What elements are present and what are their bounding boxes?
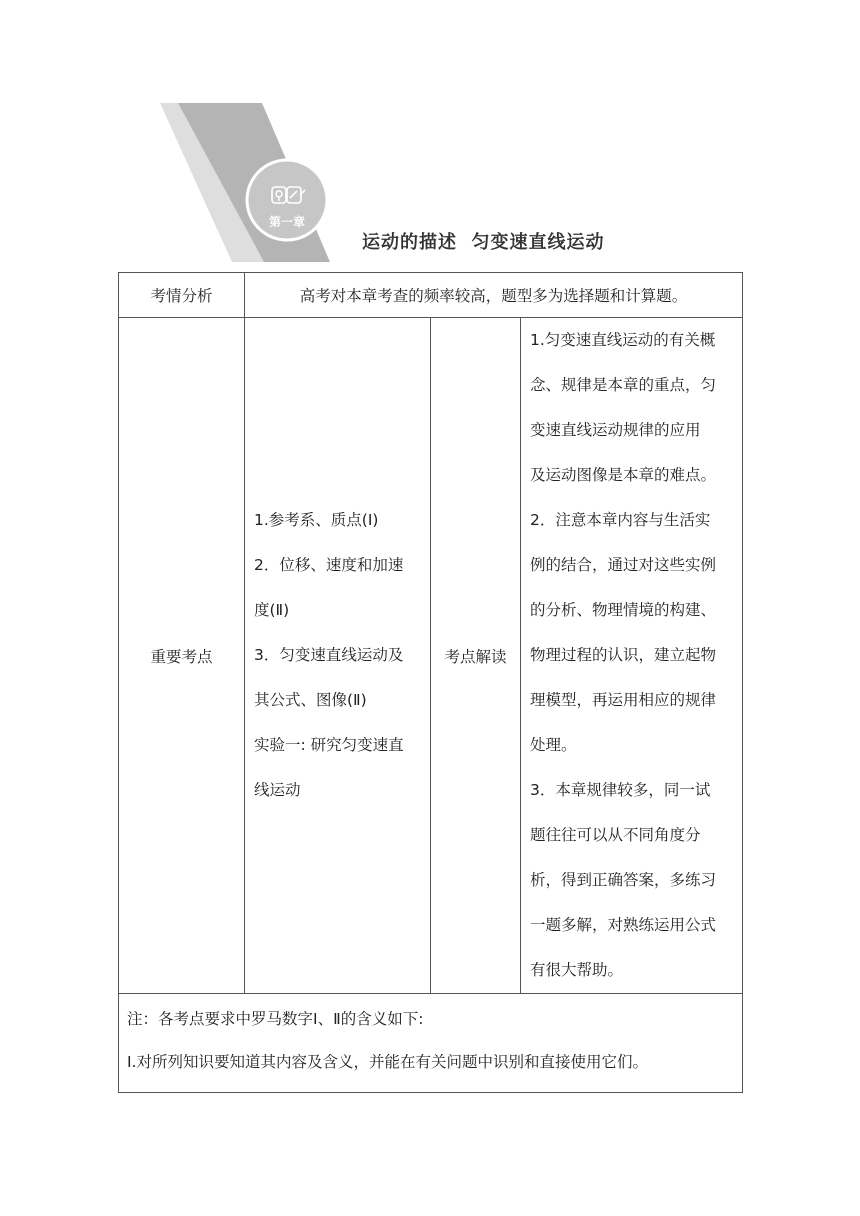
interp-line: 题往往可以从不同角度分 bbox=[530, 826, 701, 844]
key-points-list bbox=[245, 318, 431, 994]
interp-line: 3．本章规律较多，同一试 bbox=[530, 781, 711, 799]
interp-line: 有很大帮助。 bbox=[530, 961, 624, 979]
interp-line: 的分析、物理情境的构建、 bbox=[530, 601, 717, 619]
key-point-line: 度(Ⅱ) bbox=[254, 601, 290, 619]
interp-line: 处理。 bbox=[530, 736, 577, 754]
chapter-overview-table bbox=[118, 272, 743, 1093]
note-row bbox=[119, 994, 743, 1093]
interp-line: 及运动图像是本章的难点。 bbox=[530, 466, 717, 484]
key-points-label: 重要考点 bbox=[119, 318, 245, 994]
interpretation-label: 考点解读 bbox=[431, 318, 521, 994]
chapter-title: 运动的描述 匀变速直线运动 bbox=[362, 232, 605, 253]
key-point-line: 1.参考系、质点(Ⅰ) bbox=[254, 511, 379, 529]
key-points-row bbox=[119, 318, 743, 994]
interp-line: 例的结合，通过对这些实例 bbox=[530, 556, 717, 574]
interp-line: 一题多解，对熟练运用公式 bbox=[530, 916, 717, 934]
interp-line: 2．注意本章内容与生活实 bbox=[530, 511, 711, 529]
chapter-banner bbox=[0, 0, 860, 270]
key-point-line: 实验一: 研究匀变速直 bbox=[254, 736, 404, 754]
key-point-line: 其公式、图像(Ⅱ) bbox=[254, 691, 367, 709]
chapter-label: 第一章 bbox=[268, 215, 305, 229]
key-point-line: 线运动 bbox=[254, 781, 301, 799]
interp-line: 析，得到正确答案，多练习 bbox=[530, 871, 717, 889]
note-line: 注：各考点要求中罗马数字Ⅰ、Ⅱ的含义如下: bbox=[127, 1010, 424, 1028]
analysis-label: 考情分析 bbox=[119, 273, 245, 318]
note-cell bbox=[119, 994, 743, 1093]
interp-line: 变速直线运动规律的应用 bbox=[530, 421, 701, 439]
interp-line: 念、规律是本章的重点，匀 bbox=[530, 376, 717, 394]
analysis-value: 高考对本章考查的频率较高，题型多为选择题和计算题。 bbox=[245, 273, 743, 318]
interp-line: 1.匀变速直线运动的有关概 bbox=[530, 331, 716, 349]
interpretation-text bbox=[521, 318, 743, 994]
interp-line: 理模型，再运用相应的规律 bbox=[530, 691, 717, 709]
key-point-line: 2．位移、速度和加速 bbox=[254, 556, 404, 574]
key-point-line: 3．匀变速直线运动及 bbox=[254, 646, 404, 664]
analysis-row bbox=[119, 273, 743, 318]
note-line: Ⅰ.对所列知识要知道其内容及含义，并能在有关问题中识别和直接使用它们。 bbox=[127, 1053, 649, 1071]
interp-line: 物理过程的认识，建立起物 bbox=[530, 646, 717, 664]
